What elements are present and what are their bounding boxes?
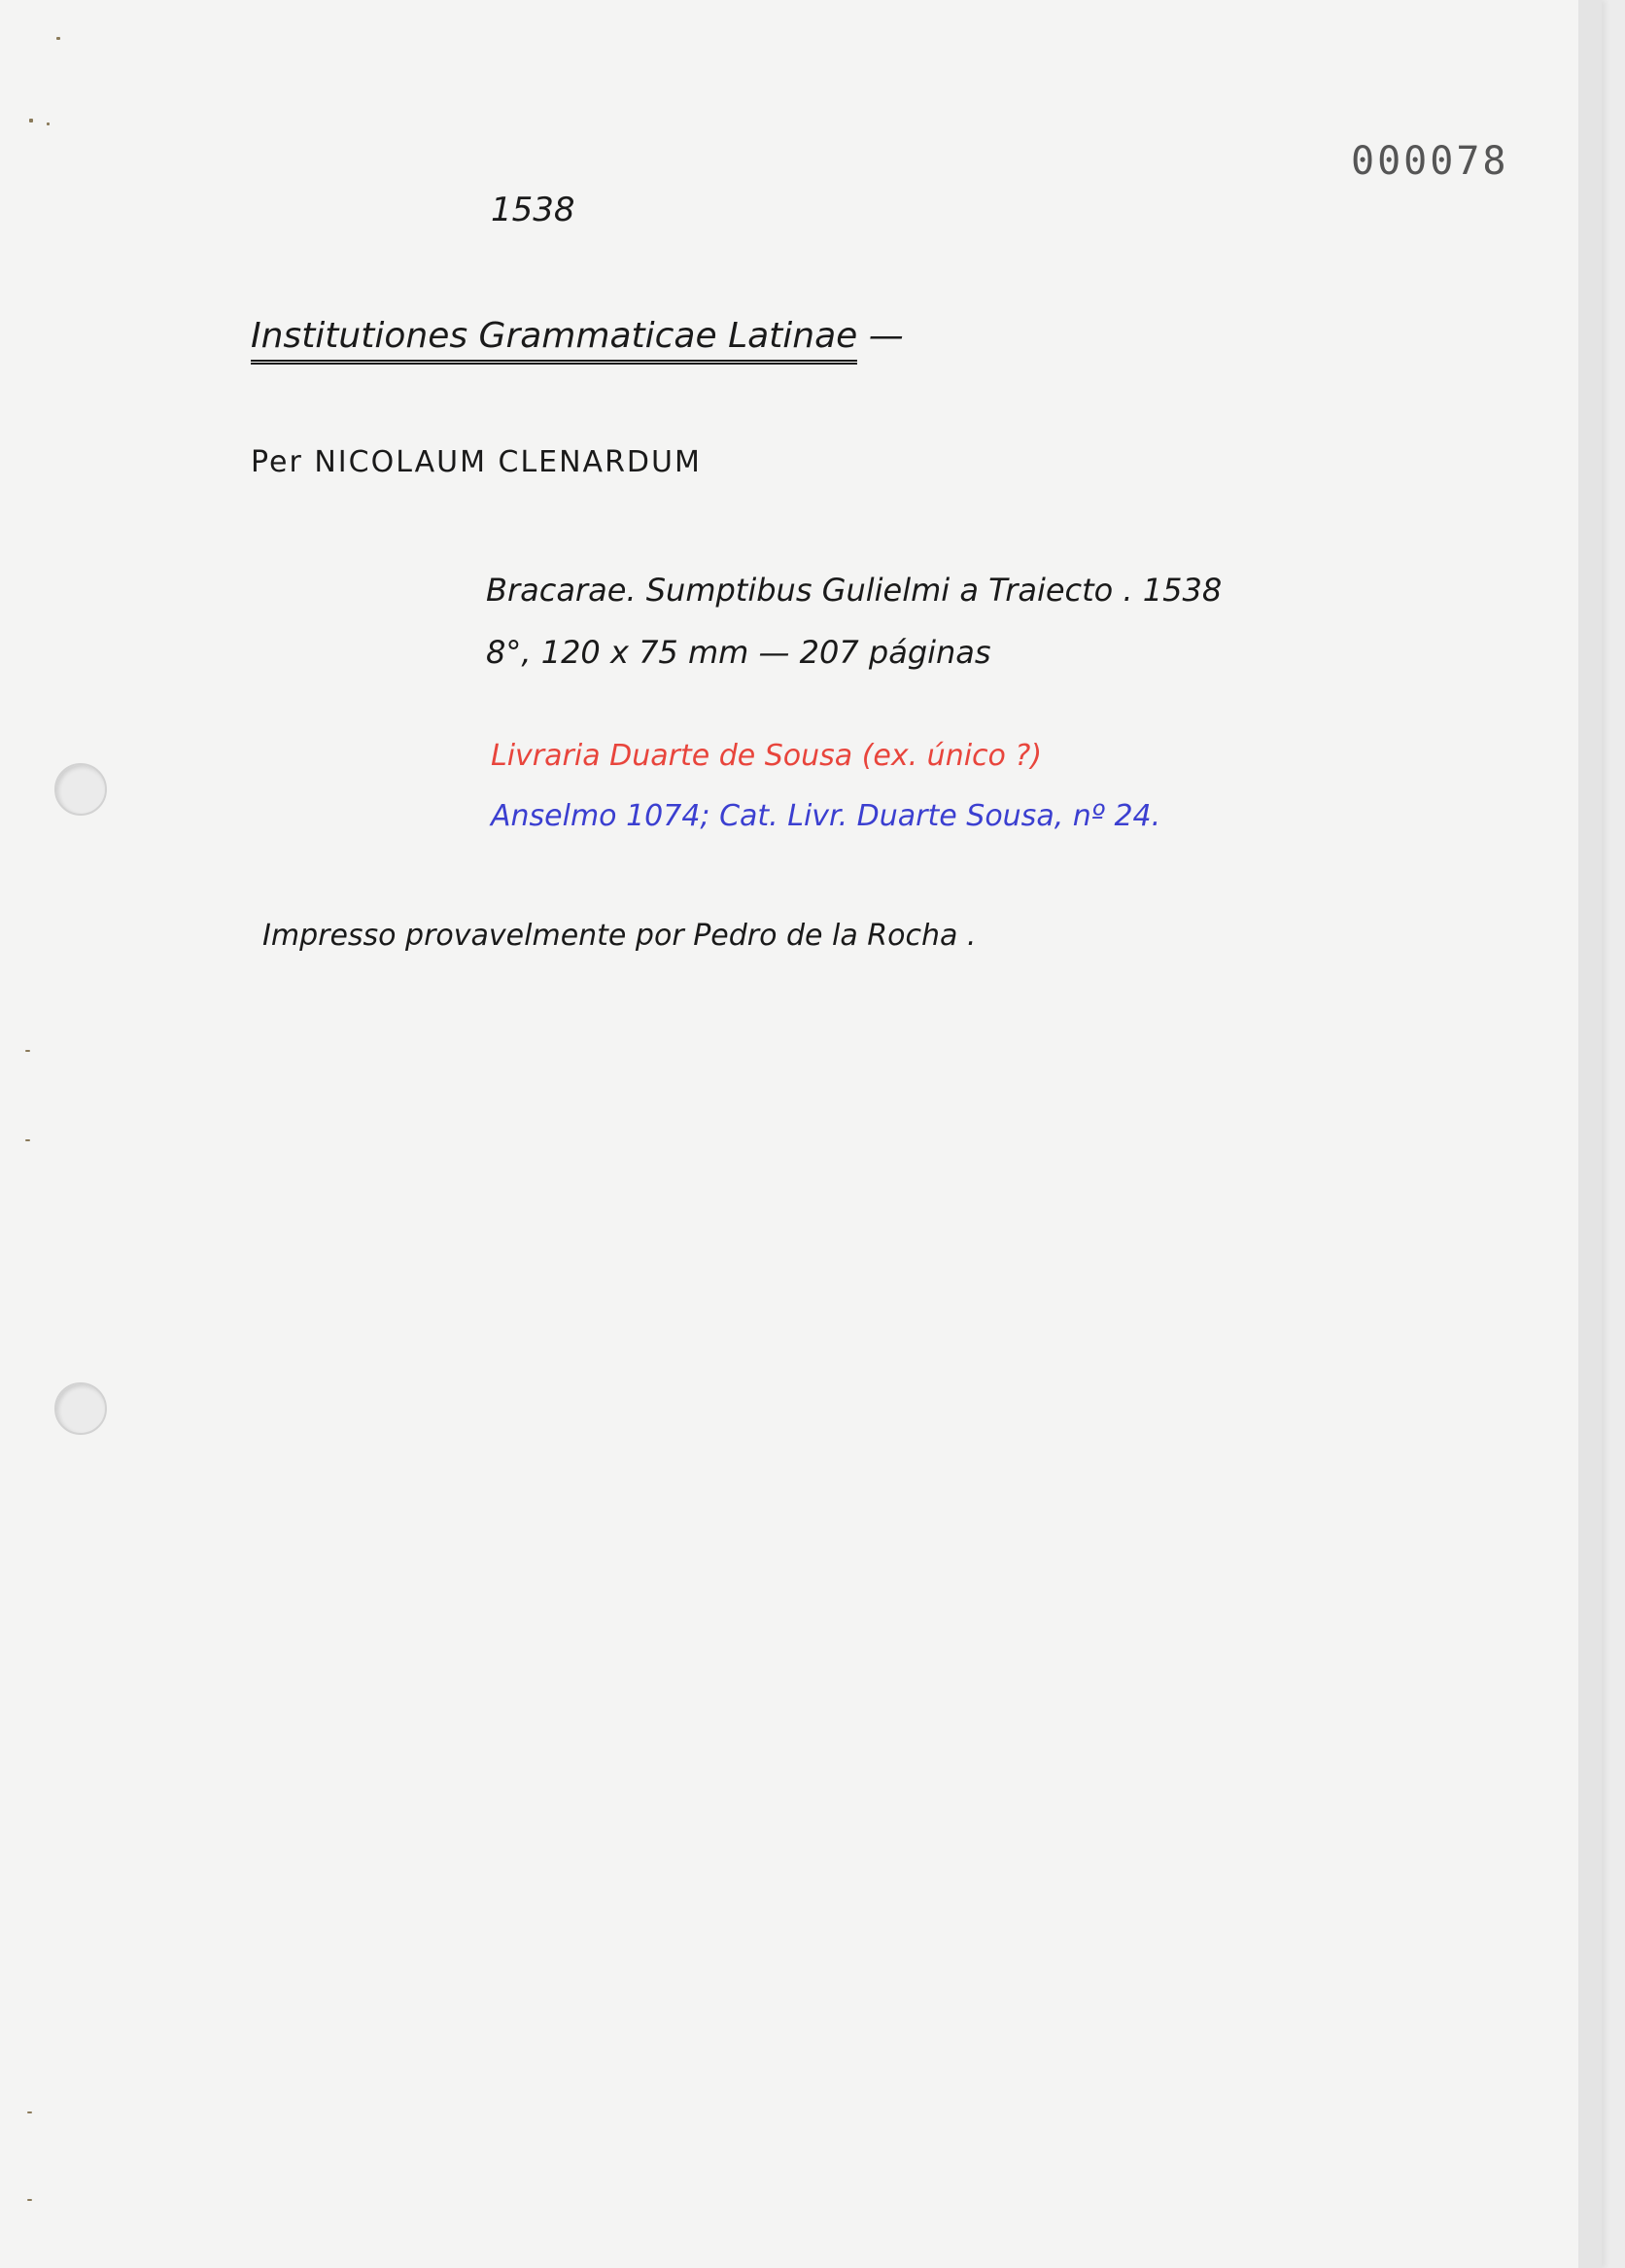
paper-speck (27, 2111, 32, 2113)
paper-speck (27, 2199, 32, 2201)
author-line: Per NICOLAUM CLENARDUM (251, 445, 702, 479)
format-line: 8°, 120 x 75 mm — 207 páginas (486, 634, 991, 671)
paper-speck (56, 37, 60, 40)
imprint-line: Bracarae. Sumptibus Gulielmi a Traiecto . 1538 (486, 572, 1223, 609)
title-dash: — (868, 316, 904, 356)
paper-speck (25, 1139, 30, 1141)
punch-hole (54, 763, 107, 816)
page-edge (1578, 0, 1602, 2268)
paper-speck (47, 122, 50, 125)
printer-note: Impresso provavelmente por Pedro de la Rocha . (262, 919, 977, 953)
publication-year: 1538 (491, 191, 575, 229)
book-title-text: Institutiones Grammaticae Latinae (251, 316, 857, 365)
punch-hole (54, 1382, 107, 1435)
references-line: Anselmo 1074; Cat. Livr. Duarte Sousa, nº 24. (491, 799, 1161, 833)
holding-note: Livraria Duarte de Sousa (ex. único ?) (491, 739, 1043, 773)
book-title (251, 316, 904, 372)
stamp-number: 000078 (1351, 139, 1509, 184)
paper-speck (25, 1050, 30, 1052)
paper-speck (29, 119, 33, 122)
